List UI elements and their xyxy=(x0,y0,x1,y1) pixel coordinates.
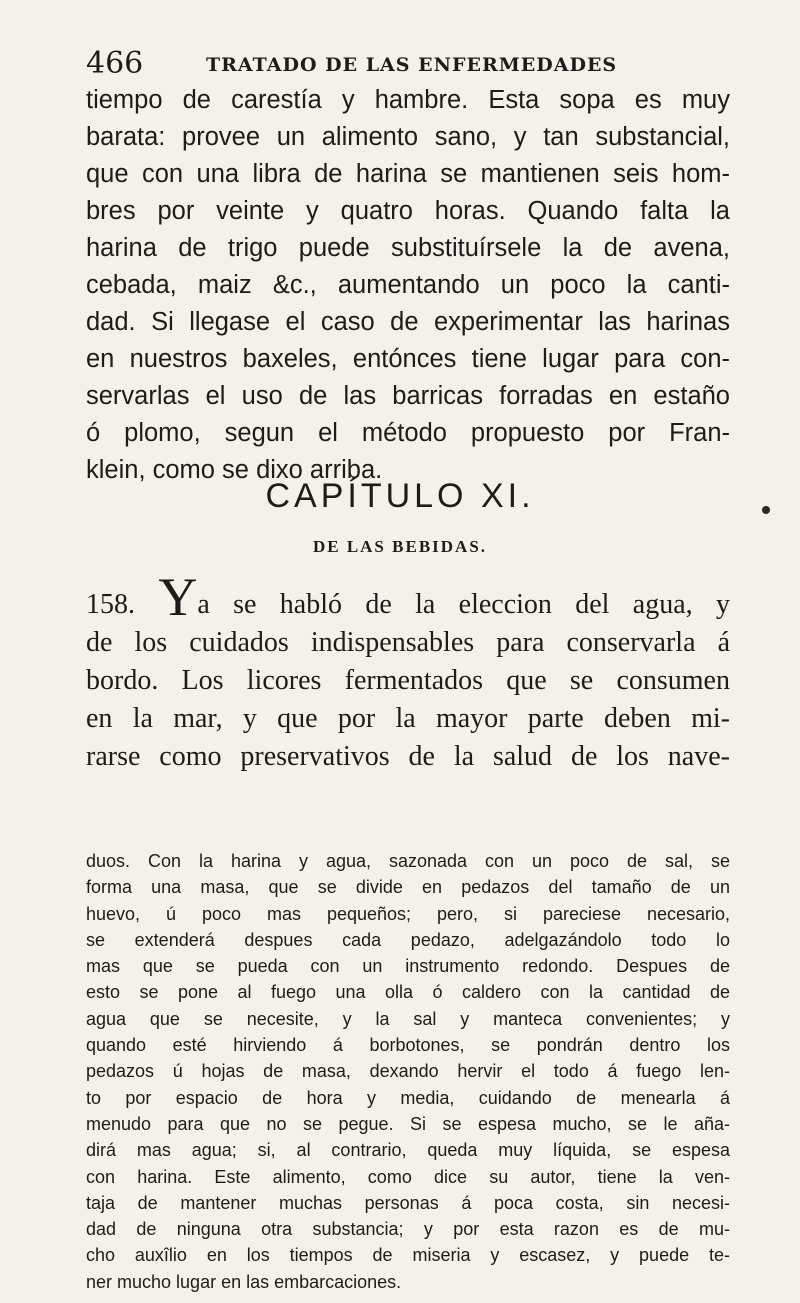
footnote-line: esto se pone al fuego una olla ó caldero con la cantidad de xyxy=(86,982,730,1003)
footnote-line: cho auxîlio en los tiempos de miseria y escasez, y puede te- xyxy=(86,1245,730,1266)
text-line: bordo. Los licores fermentados que se consumen xyxy=(86,665,730,696)
text-line: klein, como se dixo arriba. xyxy=(86,456,383,484)
drop-cap: Y xyxy=(158,567,198,627)
text-line: barata: provee un alimento sano, y tan substancial, xyxy=(86,123,730,151)
text-line: cebada, maiz &c., aumentando un poco la canti- xyxy=(86,271,730,299)
text-line: que con una libra de harina se mantienen seis hom- xyxy=(86,160,730,188)
footnote-line: to por espacio de hora y media, cuidando de menearla á xyxy=(86,1087,730,1108)
text-line: de los cuidados indispensables para conservarla á xyxy=(86,627,730,658)
text-line: servarlas el uso de las barricas forradas en estaño xyxy=(86,382,730,410)
footnote-line: menudo para que no se pegue. Si se espesa mucho, se le aña- xyxy=(86,1113,730,1134)
paragraph-158 xyxy=(86,567,730,776)
footnote-line: quando esté hirviendo á borbotones, se pondrán dentro los xyxy=(86,1035,730,1056)
footnote-line: mas que se pueda con un instrumento redondo. Despues de xyxy=(86,956,730,977)
ink-speck xyxy=(762,506,770,514)
footnote-line: con harina. Este alimento, como dice su autor, tiene la ven- xyxy=(86,1166,730,1187)
text-line xyxy=(86,567,730,627)
footnote-line: dirá mas agua; si, al contrario, queda muy líquida, se espesa xyxy=(86,1140,730,1161)
footnote-line: pedazos ú hojas de masa, dexando hervir el todo á fuego len- xyxy=(86,1061,730,1082)
page-header xyxy=(86,44,726,84)
text-line: tiempo de carestía y hambre. Esta sopa es muy xyxy=(86,86,730,114)
text-line: bres por veinte y quatro horas. Quando falta la xyxy=(86,197,730,225)
text-line: rarse como preservativos de la salud de los nave- xyxy=(86,741,730,772)
chapter-subtitle: DE LAS BEBIDAS. xyxy=(312,537,488,556)
footnote-line: huevo, ú poco mas pequeños; pero, si pareciese necesario, xyxy=(86,903,730,924)
text-line: en la mar, y que por la mayor parte deben mi- xyxy=(86,703,730,734)
text-line: ó plomo, segun el método propuesto por Fran- xyxy=(86,419,730,447)
footnote xyxy=(86,848,730,1295)
text-line: harina de trigo puede substituírsele la de avena, xyxy=(86,234,730,262)
footnote-line: dad de ninguna otra substancia; y por esta razon es de mu- xyxy=(86,1219,730,1240)
page-number: 466 xyxy=(86,46,144,81)
first-line-text: a se habló de la eleccion del agua, y xyxy=(197,589,730,620)
footnote-line: forma una masa, que se divide en pedazos del tamaño de un xyxy=(86,877,730,898)
text-line: en nuestros baxeles, entónces tiene lugar para con- xyxy=(86,345,730,373)
paragraph-number: 158. xyxy=(86,589,135,620)
text-line: dad. Si llegase el caso de experimentar las harinas xyxy=(86,308,730,336)
footnote-line: se extenderá despues cada pedazo, adelgazándolo todo lo xyxy=(86,929,730,950)
chapter-title: CAPÍTULO XI. xyxy=(265,477,535,515)
paragraph-continuation xyxy=(86,82,730,489)
footnote-line: taja de mantener muchas personas á poca costa, sin necesi- xyxy=(86,1192,730,1213)
footnote-line: duos. Con la harina y agua, sazonada con un poco de sal, se xyxy=(86,851,730,871)
footnote-line: agua que se necesite, y la sal y manteca convenientes; y xyxy=(86,1008,730,1029)
footnote-line: ner mucho lugar en las embarcaciones. xyxy=(86,1271,402,1292)
running-head: TRATADO DE LAS ENFERMEDADES xyxy=(206,54,618,76)
